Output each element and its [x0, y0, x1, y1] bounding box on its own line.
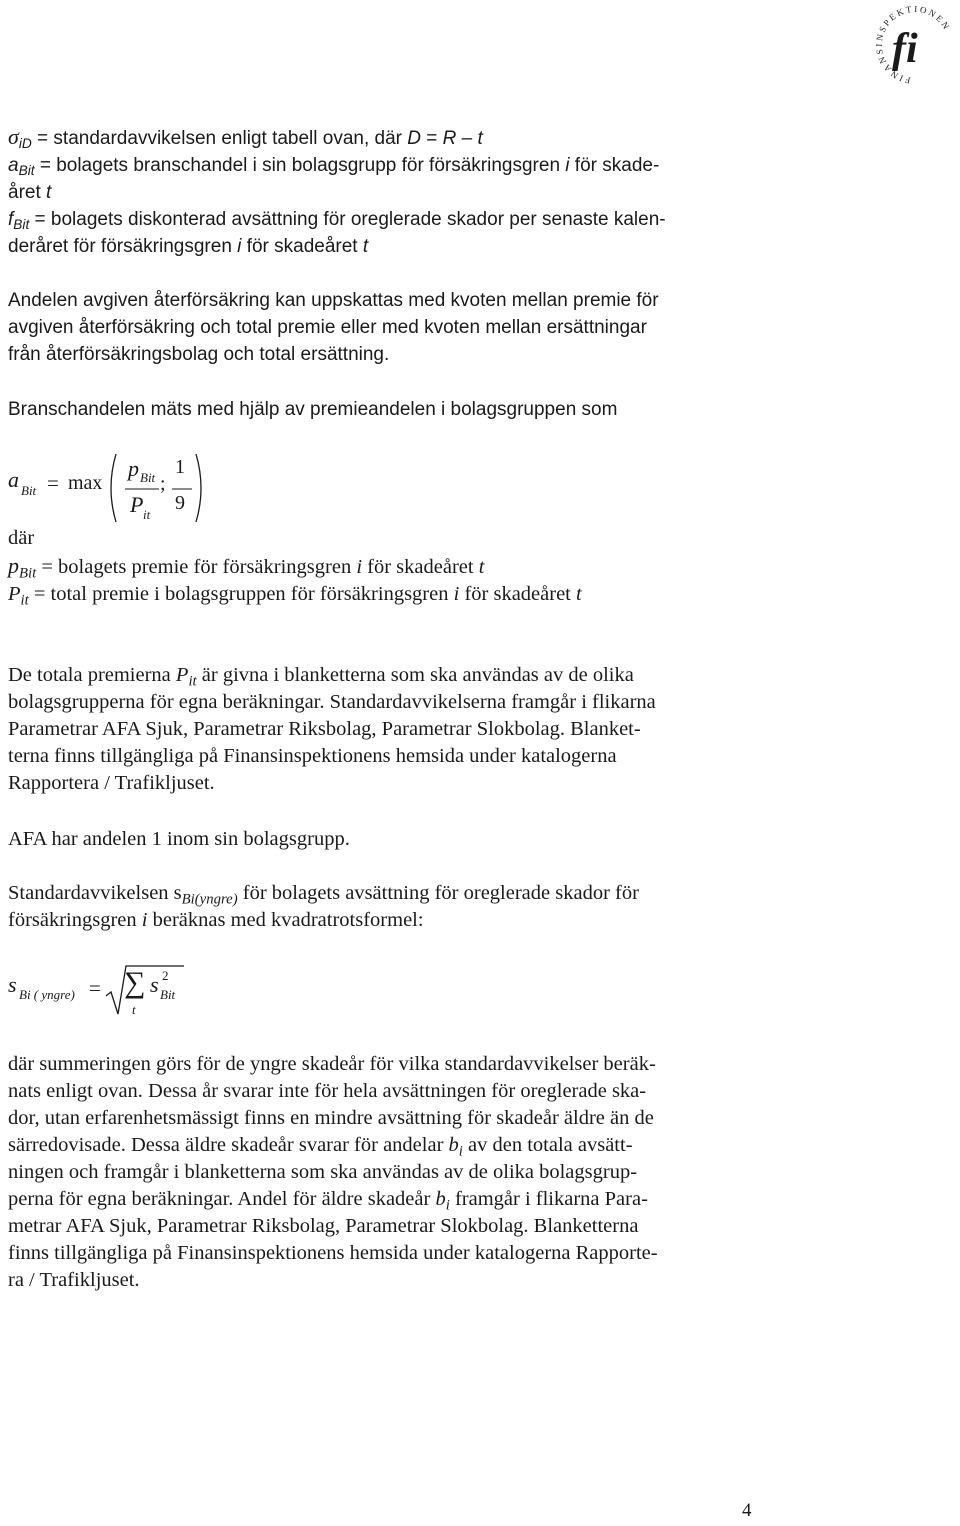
paragraph-standardavvikelsen: Standardavvikelsen $s_{Bi(yngre)}$ för bolagets avsättning för oreglerade skador för försäkringsgren i beräknas med kvadratrotsformel: [8, 882, 639, 931]
definitions-2: där $p_{Bit}$ = bolagets premie för försäkringsgren i för skadeåret t $P_{it}$ = total premie i bolagsgruppen för försäkringsgren i för skadeåret t [8, 525, 768, 608]
paragraph-andelen: Andelen avgiven återförsäkring kan uppskattas med kvoten mellan premie för avgiven återförsäkring och total premie eller med kvoten mellan ersättningar från återförsäkringsbolag och total ersättning. [8, 290, 659, 365]
def-P: $P_{it}$ = total premie i bolagsgruppen för försäkringsgren i för skadeåret t [8, 583, 582, 609]
page-number: 4 [742, 1500, 752, 1521]
paragraph-summering: där summeringen görs för de yngre skadeår för vilka standardavvikelser beräk- nats enligt ovan. Dessa år svarar inte för hela avsättningen för oreglerade ska- dor, utan erfarenhetsmässigt finns en mindre avsättning för skadeår äldre än de särredovisade. Dessa äldre skadeår svarar för andelar $b_i$ av den totala avsätt- ningen och framgår i blanketterna som ska användas av de olika bolagsgrup- perna för egna beräkningar. Andel för äldre skadeår $b_i$ framgår i flikarna Para- metrar AFA Sjuk, Parametrar Riksbolag, Parametrar Slokbolag. Blanketterna finns tillgängliga på Finansinspektionens hemsida under katalogerna Rapporte- ra / Trafikljuset. [8, 1053, 658, 1291]
paragraph-branschandelen: Branschandelen mäts med hjälp av premieandelen i bolagsgruppen som [8, 399, 618, 420]
paragraph-totala: De totala premierna $P_{it}$ är givna i blanketterna som ska användas av de olika bolagsgrupperna för egna beräkningar. Standardavvikelserna framgår i flikarna Parametrar AFA Sjuk, Parametrar Riksbolag, Parametrar Slokbolag. Blanket- terna finns tillgängliga på Finansinspektionens hemsida under katalogerna Rapportera / Trafikljuset. [8, 664, 656, 794]
def-a: $a_{Bit}$ = bolagets branschandel i sin bolagsgrupp för försäkringsgren i för skade- [8, 155, 660, 179]
def-a-cont: året t [8, 182, 52, 203]
svg-text:FINANSINSPEKTIONEN: FINANSINSPEKTIONEN [873, 3, 953, 86]
formula-brackets [104, 450, 208, 526]
finansinspektionen-logo [870, 0, 960, 90]
definitions [8, 123, 768, 260]
def-p: $p_{Bit}$ = bolagets premie för försäkringsgren i för skadeåret t [8, 553, 485, 582]
def-f: $f_{Bit}$ = bolagets diskonterad avsättning för oreglerade skador per senaste kalen- [8, 209, 666, 233]
def-sigma: $\sigma_{iD}$ = standardavvikelsen enligt tabell ovan, där D = R – t [8, 124, 483, 152]
page: FINANSINSPEKTIONEN fi $\sigma_{iD}$ = standardavvikelsen enligt tabell ovan, där D = R – t $a_{Bit}$ = bolagets branschandel i sin bolagsgrupp för försäkringsgren i för skade- året t $f_{Bit}$ = bolagets diskonterad avsättning för oreglerade skador per senaste kalen- deråret för försäkringsgren i för skadeåret t Andelen avgiven återförsäkring kan uppskattas med kvoten mellan premie för avgiven återförsäkring och total premie eller med kvoten mellan ersättningar från återförsäkringsbolag och total ersättning. Branschandelen mäts med hjälp av premieandelen i bolagsgruppen som a Bit = max p Bit P it ; 1 9 där $p_{Bit}$ = bolagets premie för försäkringsgren i för skadeåret t $P_{it}$ = total premie i bolagsgruppen för försäkringsgren i för skadeåret t De totala premierna $P_{it}$ är givna i blanketterna som ska användas av de olika bolagsgrupperna för egna beräkningar. Standardavvikelserna framgår i flikarna Parametrar AFA Sjuk, Parametrar Riksbolag, Parametrar Slokbolag. Blanket- terna finns tillgängliga på Finansinspektionens hemsida under katalogerna Rapportera / Trafikljuset. AFA har andelen 1 inom sin bolagsgrupp. Standardavvikelsen $s_{Bi(yngre)}$ för bolagets avsättning för oreglerade skador för försäkringsgren i beräknas med kvadratrotsformel: s Bi ( yngre) = ∑ t s 2 Bit där summeringen görs för de yngre skadeår för vilka standardavvikelser beräk- nats enligt ovan. Dessa år svarar inte för hela avsättningen för oreglerade ska- dor, utan erfarenhetsmässigt finns en mindre avsättning för skadeår äldre än de särredovisade. Dessa äldre skadeår svarar för andelar $b_i$ av den totala avsätt- ningen och framgår i blanketterna som ska användas av de olika bolagsgrup- perna för egna beräkningar. Andel för äldre skadeår $b_i$ framgår i flikarna Para- metrar AFA Sjuk, Parametrar Riksbolag, Parametrar Slokbolag. Blanketterna finns tillgängliga på Finansinspektionens hemsida under katalogerna Rapporte- ra / Trafikljuset. 4 [0, 0, 960, 1526]
def-f-cont: deråret för försäkringsgren i för skadeåret t [8, 236, 369, 257]
svg-text:fi: fi [892, 26, 918, 72]
paragraph-afa: AFA har andelen 1 inom sin bolagsgrupp. [8, 828, 350, 850]
